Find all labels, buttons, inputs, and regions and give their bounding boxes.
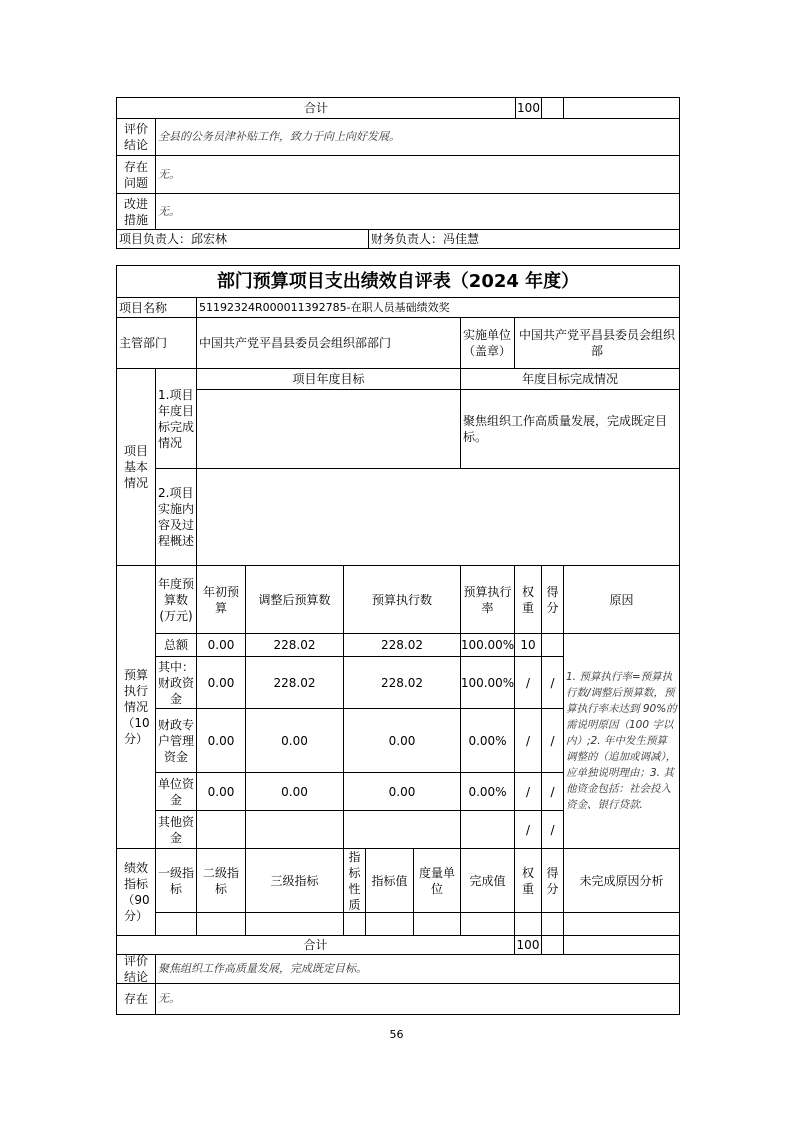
form-total-blank: [563, 935, 680, 955]
cell: [245, 912, 344, 936]
adjusted: 0.00: [245, 772, 344, 811]
perf-header: 得分: [541, 848, 564, 913]
basic-label: 项目基本情况: [116, 368, 156, 566]
executed: 228.02: [343, 656, 461, 709]
cell: [514, 912, 542, 936]
cell: [343, 912, 366, 936]
score: [541, 633, 564, 657]
improve-label: 改进措施: [116, 193, 156, 230]
executed: 228.02: [343, 633, 461, 657]
cell: [460, 912, 515, 936]
row-label: 其中：财政资金: [155, 656, 197, 709]
executed: 0.00: [343, 772, 461, 811]
score: /: [541, 810, 564, 849]
perf-header: 度量单位: [413, 848, 461, 913]
initial: 0.00: [196, 656, 246, 709]
content-label: 2.项目实施内容及过程概述: [155, 468, 197, 566]
form-title: 部门预算项目支出绩效自评表（2024 年度）: [116, 265, 680, 298]
project-name: 51192324R000011392785-在职人员基础绩效奖: [196, 297, 680, 318]
perf-header: 三级指标: [245, 848, 344, 913]
weight: 10: [514, 633, 542, 657]
goal-header: 项目年度目标: [196, 368, 461, 390]
form-total-score: [541, 935, 564, 955]
total-label: 合计: [116, 97, 516, 119]
adjusted: 228.02: [245, 633, 344, 657]
budget-header: 年度预算数(万元): [155, 565, 197, 634]
dept-label: 主管部门: [116, 317, 197, 369]
rate: [460, 810, 515, 849]
budget-header: 权重: [514, 565, 542, 634]
row-label: 单位资金: [155, 772, 197, 811]
done-text: 聚焦组织工作高质量发展，完成既定目标。: [460, 389, 680, 469]
initial: [196, 810, 246, 849]
cell: [563, 912, 680, 936]
reason-note: 1. 预算执行率=预算执行数/调整后预算数，预算执行率未达到 90%的需说明原因（100 字以内）;2. 年中发生预算调整的（追加或调减），应单独说明理由；3. 其他资金包括：社会投入资金、银行贷款.: [563, 633, 680, 849]
cell: [155, 912, 197, 936]
form-issues-text: 无。: [155, 983, 680, 1015]
perf-header: 指标性质: [343, 848, 366, 913]
perf-header: 未完成原因分析: [563, 848, 680, 913]
cell: [541, 912, 564, 936]
budget-header: 年初预算: [196, 565, 246, 634]
rate: 100.00%: [460, 633, 515, 657]
total-weight: 100: [515, 97, 542, 119]
project-name-label: 项目名称: [116, 297, 197, 318]
score: /: [541, 656, 564, 709]
impl-label: 实施单位（盖章）: [460, 317, 515, 369]
perf-label: 绩效指标（90分）: [116, 848, 156, 936]
cell: [196, 912, 246, 936]
eval-label: 评价结论: [116, 118, 156, 156]
row-label: 总额: [155, 633, 197, 657]
initial: 0.00: [196, 633, 246, 657]
weight: /: [514, 708, 542, 773]
total-score: [541, 97, 564, 119]
perf-header: 指标值: [365, 848, 414, 913]
eval-text: 全县的公务员津补贴工作，致力于向上向好发展。: [155, 118, 680, 156]
project-lead: 项目负责人：邱宏林: [116, 229, 369, 249]
adjusted: 0.00: [245, 708, 344, 773]
weight: /: [514, 772, 542, 811]
cell: [365, 912, 414, 936]
page-number: 56: [389, 1028, 404, 1041]
form-eval-text: 聚焦组织工作高质量发展，完成既定目标。: [155, 954, 680, 984]
goal-text: [196, 389, 461, 469]
perf-header: 权重: [514, 848, 542, 913]
improve-text: 无。: [155, 193, 680, 230]
budget-header: 调整后预算数: [245, 565, 344, 634]
initial: 0.00: [196, 772, 246, 811]
issues-text: 无。: [155, 155, 680, 194]
rate: 100.00%: [460, 656, 515, 709]
score: /: [541, 772, 564, 811]
budget-header: 预算执行数: [343, 565, 461, 634]
budget-header: 得分: [541, 565, 564, 634]
perf-header: 二级指标: [196, 848, 246, 913]
perf-header: 完成值: [460, 848, 515, 913]
cell: [413, 912, 461, 936]
impl: 中国共产党平昌县委员会组织部: [514, 317, 680, 369]
budget-header: 预算执行率: [460, 565, 515, 634]
total-blank: [563, 97, 680, 119]
row-label: 其他资金: [155, 810, 197, 849]
goal-label: 1.项目年度目标完成情况: [155, 368, 197, 469]
form-issues-label: 存在: [116, 983, 156, 1015]
finance-lead: 财务负责人：冯佳慧: [368, 229, 680, 249]
done-header: 年度目标完成情况: [460, 368, 680, 390]
issues-label: 存在问题: [116, 155, 156, 194]
budget-header: 原因: [563, 565, 680, 634]
rate: 0.00%: [460, 708, 515, 773]
budget-label: 预算执行情况（10分）: [116, 565, 156, 849]
initial: 0.00: [196, 708, 246, 773]
weight: /: [514, 656, 542, 709]
score: /: [541, 708, 564, 773]
weight: /: [514, 810, 542, 849]
perf-header: 一级指标: [155, 848, 197, 913]
form-total-weight: 100: [514, 935, 542, 955]
rate: 0.00%: [460, 772, 515, 811]
form-total-label: 合计: [116, 935, 515, 955]
executed: [343, 810, 461, 849]
content-text: [196, 468, 680, 566]
adjusted: 228.02: [245, 656, 344, 709]
row-label: 财政专户管理资金: [155, 708, 197, 773]
form-eval-label: 评价结论: [116, 954, 156, 984]
adjusted: [245, 810, 344, 849]
executed: 0.00: [343, 708, 461, 773]
dept: 中国共产党平昌县委员会组织部部门: [196, 317, 461, 369]
